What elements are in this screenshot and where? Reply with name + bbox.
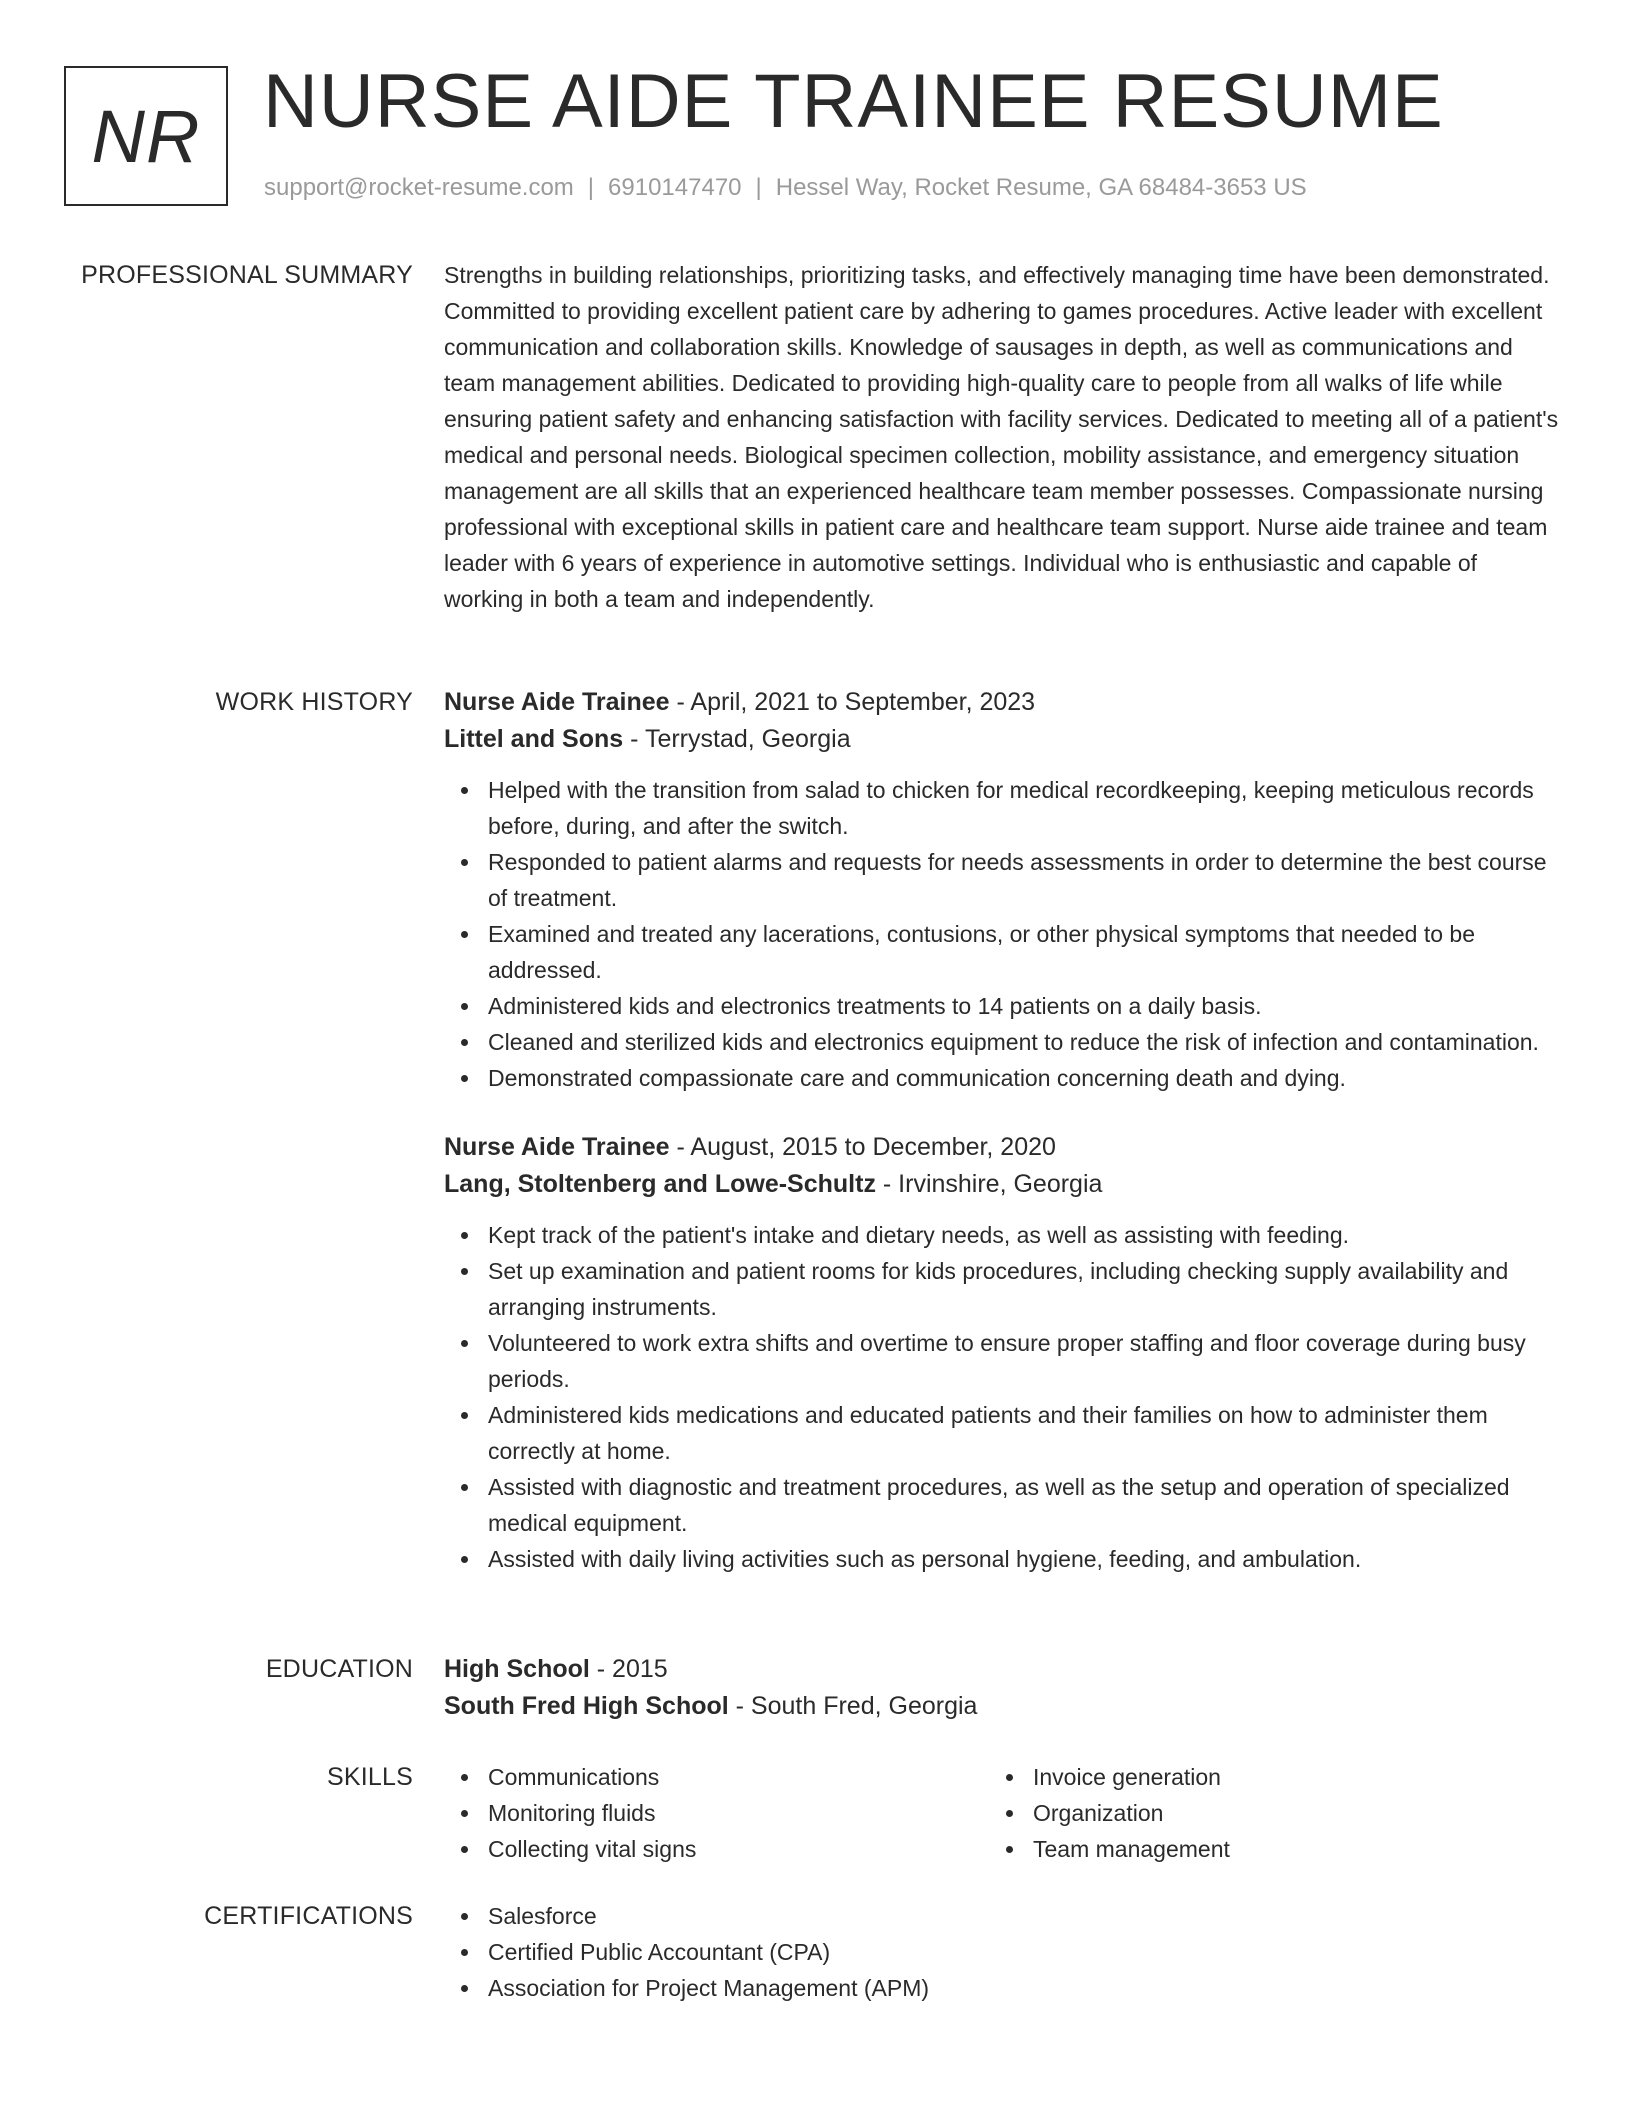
summary-text: Strengths in building relationships, prioritizing tasks, and effectively managing time have been demonstrated. Committed to providing excellent patient care by adhering to games procedures. Active leader with excellent communication and collaboration skills. Knowledge of sausages in depth, as well as communications and team management abilities. Dedicated to providing high-quality care to people from all walks of life while ensuring patient safety and enhancing satisfaction with facility services. Dedicated to meeting all of a patient's medical and personal needs. Biological specimen collection, mobility assistance, and emergency situation management are all skills that an experienced healthcare team member possesses. Compassionate nursing professional with exceptional skills in patient care and healthcare team support. Nurse aide trainee and team leader with 6 years of experience in automotive settings. Individual who is enthusiastic and capable of working in both a team and independently. [444, 262, 1559, 612]
job-bullet-list [444, 1217, 1559, 1577]
list-item: Administered kids and electronics treatments to 14 patients on a daily basis. [488, 988, 1559, 1024]
job-entry [444, 684, 1559, 1096]
list-item: Demonstrated compassionate care and communication concerning death and dying. [488, 1060, 1559, 1096]
job-title: Nurse Aide Trainee [444, 1133, 670, 1161]
certification-item: Salesforce [488, 1898, 1559, 1934]
list-item: Set up examination and patient rooms for kids procedures, including checking supply availability and arranging instruments. [488, 1253, 1559, 1325]
education-body [444, 1651, 1559, 1725]
list-item: Helped with the transition from salad to chicken for medical recordkeeping, keeping meticulous records before, during, and after the switch. [488, 772, 1559, 844]
job-company-line [444, 721, 1559, 758]
list-item: Assisted with daily living activities such as personal hygiene, feeding, and ambulation. [488, 1541, 1559, 1577]
skill-item: Team management [1033, 1831, 1534, 1867]
contact-separator: | [755, 174, 762, 201]
skill-item: Communications [488, 1759, 989, 1795]
contact-address: Hessel Way, Rocket Resume, GA 68484-3653 US [775, 174, 1307, 201]
skill-item: Invoice generation [1033, 1759, 1534, 1795]
certification-item: Association for Project Management (APM) [488, 1970, 1559, 2006]
list-item: Responded to patient alarms and requests for needs assessments in order to determine the best course of treatment. [488, 844, 1559, 916]
education-year: - 2015 [589, 1655, 668, 1683]
work-body [444, 684, 1559, 1577]
section-label-education: EDUCATION [265, 1655, 413, 1683]
certification-item: Certified Public Accountant (CPA) [488, 1934, 1559, 1970]
resume-header [64, 59, 1564, 214]
job-entry [444, 1129, 1559, 1577]
section-label-work: WORK HISTORY [215, 688, 413, 716]
skill-item: Organization [1033, 1795, 1534, 1831]
contact-separator: | [587, 174, 595, 201]
job-title: Nurse Aide Trainee [444, 688, 670, 716]
list-item: Assisted with diagnostic and treatment procedures, as well as the setup and operation of specialized medical equipment. [488, 1469, 1559, 1541]
skills-body [444, 1759, 1559, 1867]
list-item: Volunteered to work extra shifts and overtime to ensure proper staffing and floor coverage during busy periods. [488, 1325, 1559, 1397]
section-label-certifications: CERTIFICATIONS [204, 1902, 413, 1930]
list-item: Cleaned and sterilized kids and electronics equipment to reduce the risk of infection and contamination. [488, 1024, 1559, 1060]
contact-phone: 6910147470 [608, 174, 742, 201]
job-location: - Terrystad, Georgia [623, 725, 851, 753]
list-item: Kept track of the patient's intake and dietary needs, as well as assisting with feeding. [488, 1217, 1559, 1253]
list-item: Administered kids medications and educated patients and their families on how to administer them correctly at home. [488, 1397, 1559, 1469]
contact-line [264, 174, 1307, 202]
job-dates: - August, 2015 to December, 2020 [669, 1133, 1056, 1161]
skills-list-right [989, 1759, 1534, 1867]
job-company-line [444, 1166, 1559, 1203]
list-item: Examined and treated any lacerations, contusions, or other physical symptoms that needed to be addressed. [488, 916, 1559, 988]
education-school-line [444, 1688, 1559, 1725]
job-company: Littel and Sons [444, 725, 624, 753]
certifications-body [444, 1898, 1559, 2006]
education-degree-line [444, 1651, 1559, 1688]
section-label-summary: PROFESSIONAL SUMMARY [81, 261, 413, 289]
contact-email: support@rocket-resume.com [264, 174, 574, 201]
resume-title: NURSE AIDE TRAINEE RESUME [263, 59, 1444, 144]
job-company: Lang, Stoltenberg and Lowe-Schultz [444, 1170, 876, 1198]
summary-body [444, 257, 1559, 617]
job-location: - Irvinshire, Georgia [875, 1170, 1103, 1198]
education-degree: High School [444, 1655, 590, 1683]
skills-grid [444, 1759, 1559, 1867]
job-title-line [444, 684, 1559, 721]
skill-item: Collecting vital signs [488, 1831, 989, 1867]
job-title-line [444, 1129, 1559, 1166]
monogram-badge: NR [64, 66, 228, 206]
section-label-skills: SKILLS [327, 1763, 413, 1791]
job-bullet-list [444, 772, 1559, 1096]
skill-item: Monitoring fluids [488, 1795, 989, 1831]
skills-list-left [444, 1759, 989, 1867]
certifications-list [444, 1898, 1559, 2006]
education-location: - South Fred, Georgia [728, 1692, 978, 1720]
education-school: South Fred High School [444, 1692, 729, 1720]
job-dates: - April, 2021 to September, 2023 [669, 688, 1036, 716]
